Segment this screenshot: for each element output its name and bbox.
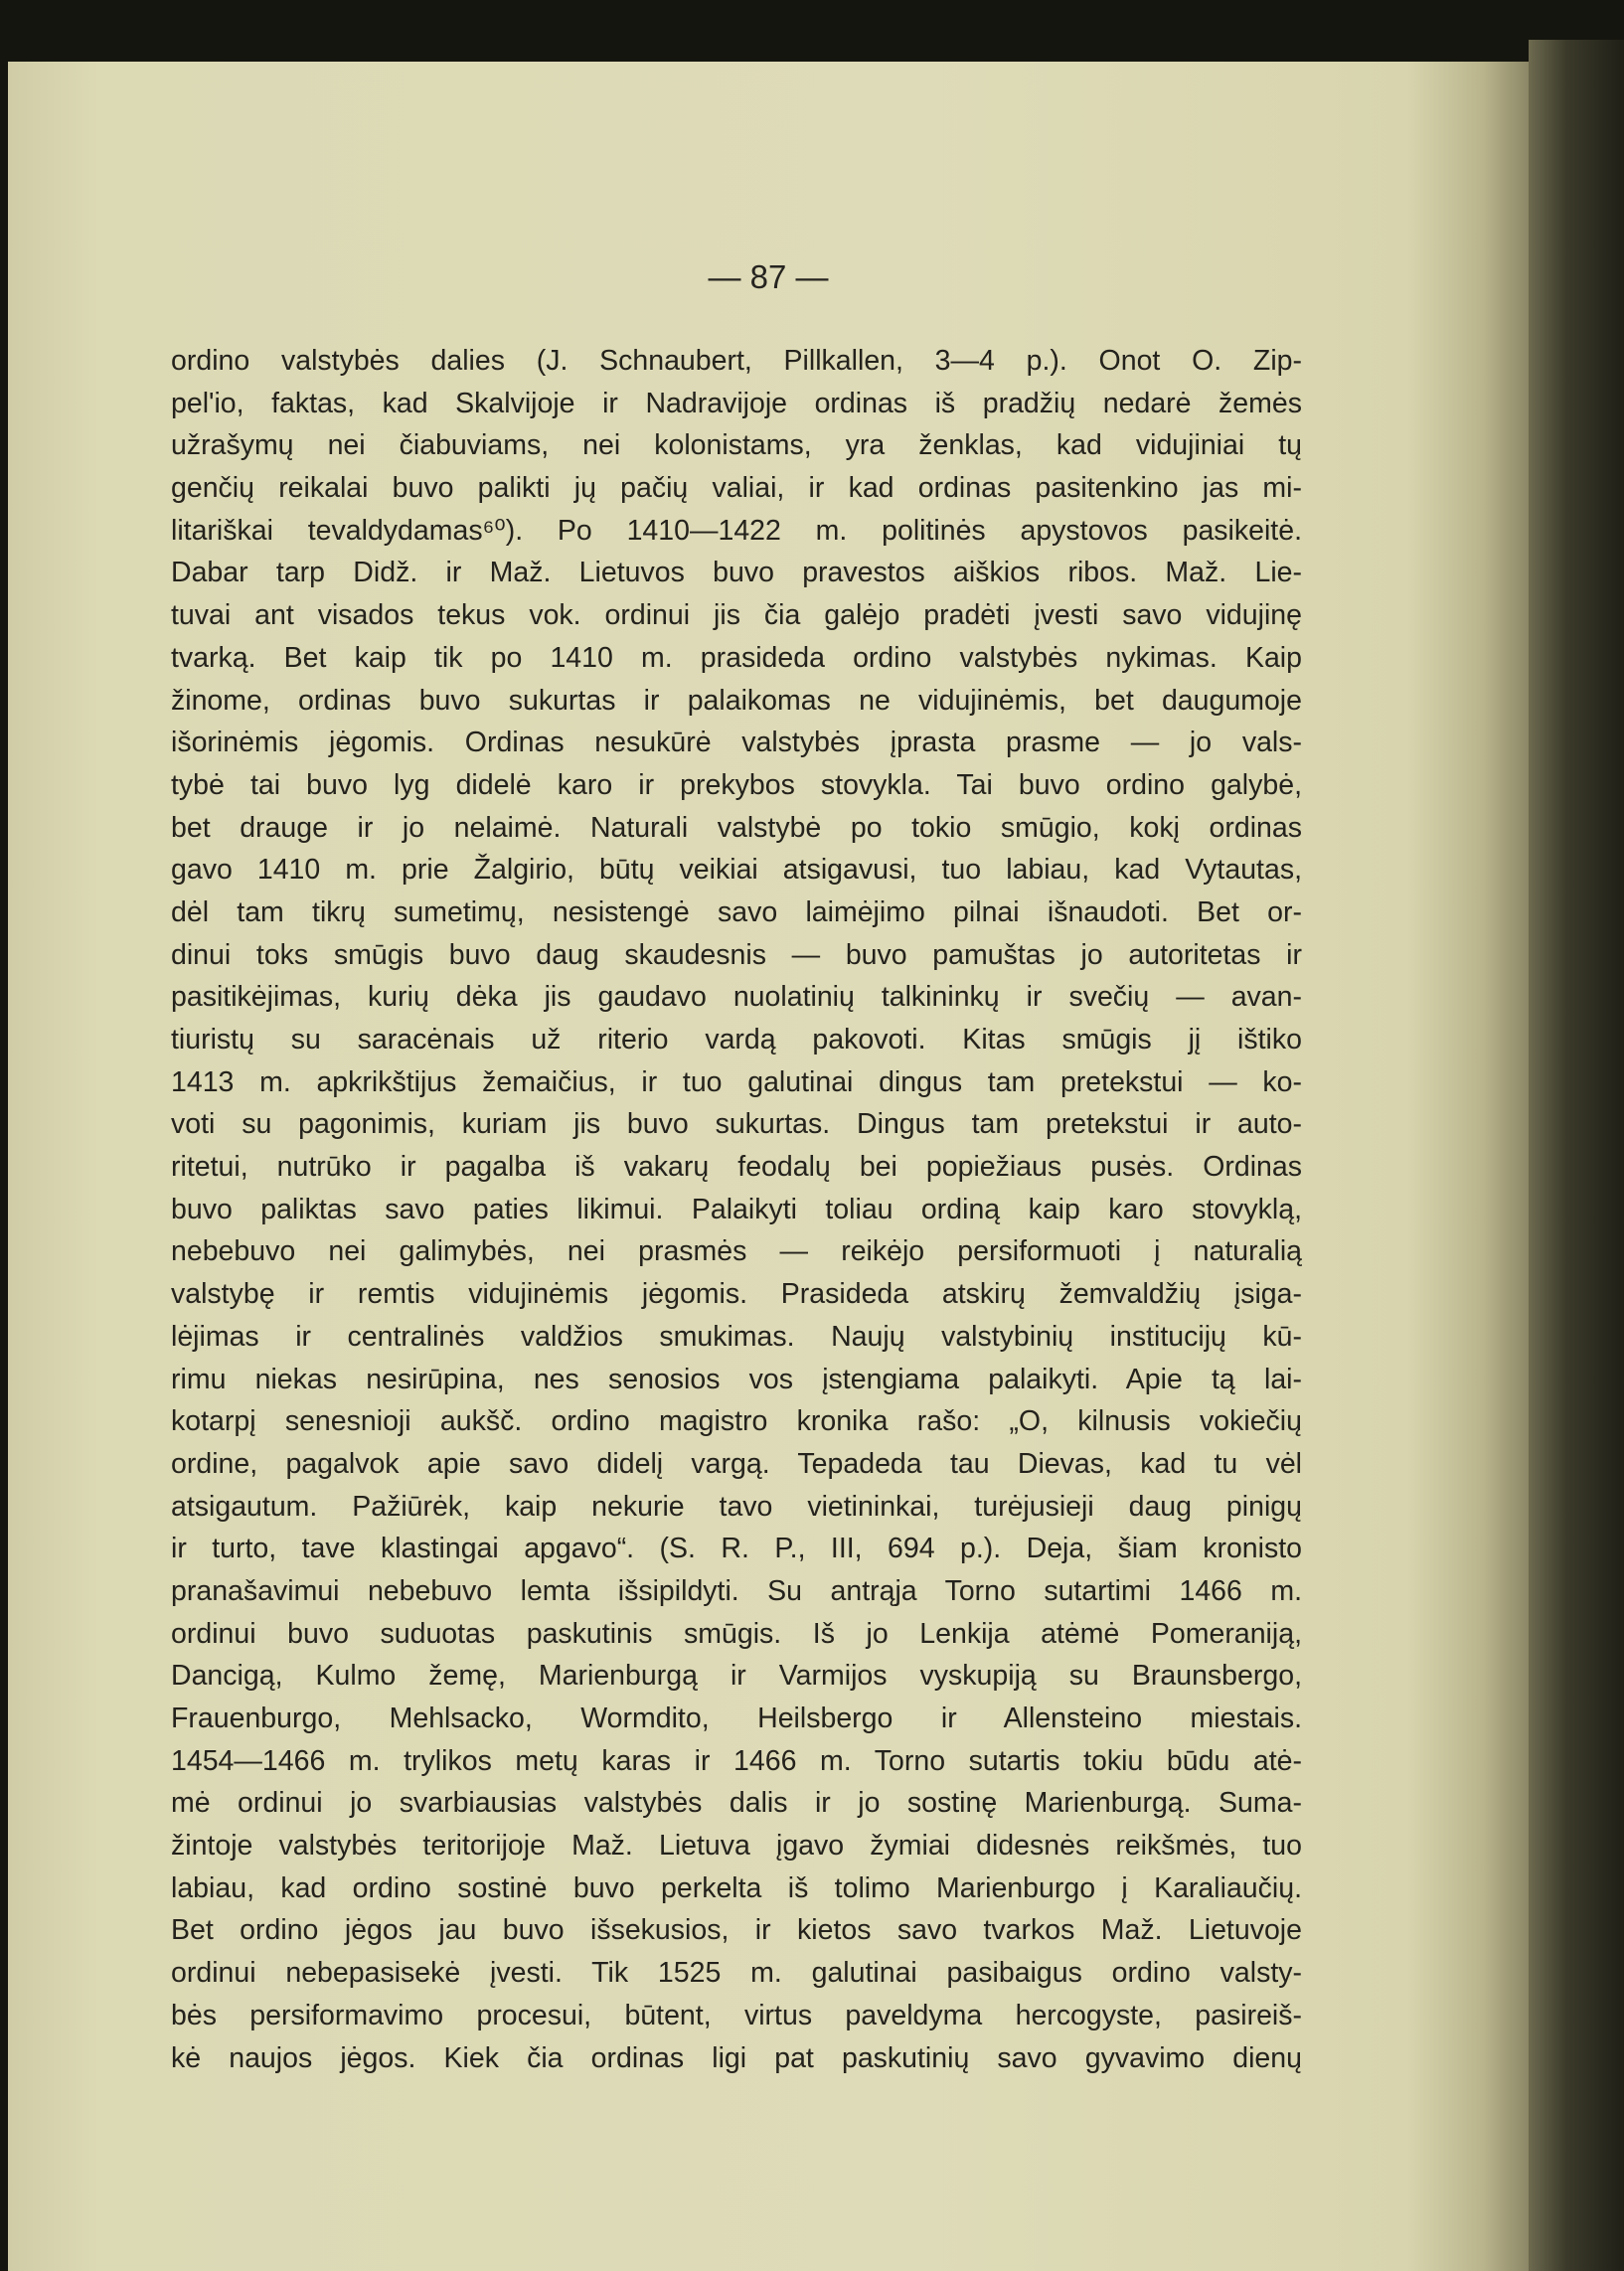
- text-line: ordinui buvo suduotas paskutinis smūgis. Iš jo Lenkija atėmė Pomeraniją,: [171, 1617, 1302, 1650]
- text-line: ordinui nebepasisekė įvesti. Tik 1525 m. galutinai pasibaigus ordino valsty-: [171, 1957, 1302, 1990]
- book-edge: [1529, 40, 1624, 2271]
- text-line: dėl tam tikrų sumetimų, nesistengė savo laimėjimo pilnai išnaudoti. Bet or-: [171, 895, 1302, 928]
- text-line: pasitikėjimas, kurių dėka jis gaudavo nuolatinių talkininkų ir svečių — avan-: [171, 981, 1302, 1014]
- text-line: 1454—1466 m. trylikos metų karas ir 1466 m. Torno sutartis tokiu būdu atė-: [171, 1744, 1302, 1777]
- text-line: pranašavimui nebebuvo lemta išsipildyti. Su antrąja Torno sutartimi 1466 m.: [171, 1574, 1302, 1607]
- text-line: Dabar tarp Didž. ir Maž. Lietuvos buvo pravestos aiškios ribos. Maž. Lie-: [171, 557, 1302, 589]
- text-line: tybė tai buvo lyg didelė karo ir prekybos stovykla. Tai buvo ordino galybė,: [171, 768, 1302, 801]
- text-line: Dancigą, Kulmo žemę, Marienburgą ir Varmijos vyskupiją su Braunsbergo,: [171, 1660, 1302, 1693]
- text-line: kotarpį senesnioji aukšč. ordino magistro kronika rašo: „O, kilnusis vokiečių: [171, 1405, 1302, 1438]
- book-page: [8, 62, 1529, 2271]
- text-line: bės persiformavimo procesui, būtent, virtus paveldyma hercogyste, pasireiš-: [171, 1999, 1302, 2031]
- text-line: bet drauge ir jo nelaimė. Naturali valstybė po tokio smūgio, kokį ordinas: [171, 811, 1302, 844]
- body-text: [171, 340, 1302, 2079]
- text-line: litariškai tevaldydamas⁶⁰). Po 1410—1422 m. politinės apystovos pasikeitė.: [171, 514, 1302, 547]
- text-line: pel'io, faktas, kad Skalvijoje ir Nadravijoje ordinas iš pradžių nedarė žemės: [171, 387, 1302, 419]
- text-line: ritetui, nutrūko ir pagalba iš vakarų feodalų bei popiežiaus pusės. Ordinas: [171, 1151, 1302, 1184]
- text-line: Frauenburgo, Mehlsacko, Wormdito, Heilsbergo ir Allensteino miestais.: [171, 1703, 1302, 1734]
- text-line: genčių reikalai buvo palikti jų pačių valiai, ir kad ordinas pasitenkino jas mi-: [171, 472, 1302, 505]
- text-line: ir turto, tave klastingai apgavo“. (S. R. P., III, 694 p.). Deja, šiam kronisto: [171, 1533, 1302, 1565]
- text-line: tvarką. Bet kaip tik po 1410 m. prasideda ordino valstybės nykimas. Kaip: [171, 641, 1302, 674]
- page-number: — 87 —: [708, 258, 829, 295]
- text-line: lėjimas ir centralinės valdžios smukimas. Naujų valstybinių institucijų kū-: [171, 1320, 1302, 1353]
- text-line: tuvai ant visados tekus vok. ordinui jis čia galėjo pradėti įvesti savo vidujinę: [171, 599, 1302, 632]
- text-line: tiuristų su saracėnais už riterio vardą pakovoti. Kitas smūgis jį ištiko: [171, 1024, 1302, 1055]
- text-line: išorinėmis jėgomis. Ordinas nesukūrė valstybės įprasta prasme — jo vals-: [171, 727, 1302, 759]
- text-line: voti su pagonimis, kuriam jis buvo sukurtas. Dingus tam pretekstui ir auto-: [171, 1108, 1302, 1141]
- text-line: dinui toks smūgis buvo daug skaudesnis — buvo pamuštas jo autoritetas ir: [171, 938, 1302, 971]
- text-line: valstybę ir remtis vidujinėmis jėgomis. Prasideda atskirų žemvaldžių įsiga-: [171, 1278, 1302, 1311]
- text-line: kė naujos jėgos. Kiek čia ordinas ligi pat paskutinių savo gyvavimo dienų: [171, 2041, 1302, 2074]
- text-line: atsigautum. Pažiūrėk, kaip nekurie tavo vietininkai, turėjusieji daug pinigų: [171, 1490, 1302, 1523]
- text-line: mė ordinui jo svarbiausias valstybės dalis ir jo sostinę Marienburgą. Suma-: [171, 1787, 1302, 1820]
- text-line: buvo paliktas savo paties likimui. Palaikyti toliau ordiną kaip karo stovyklą,: [171, 1193, 1302, 1225]
- text-line: ordino valstybės dalies (J. Schnaubert, Pillkallen, 3—4 p.). Onot O. Zip-: [171, 345, 1302, 377]
- text-line: gavo 1410 m. prie Žalgirio, būtų veikiai atsigavusi, tuo labiau, kad Vytautas,: [171, 854, 1302, 887]
- text-line: žinome, ordinas buvo sukurtas ir palaikomas ne vidujinėmis, bet daugumoje: [171, 684, 1302, 717]
- text-line: žintoje valstybės teritorijoje Maž. Lietuva įgavo žymiai didesnės reikšmės, tuo: [171, 1830, 1302, 1863]
- text-line: 1413 m. apkrikštijus žemaičius, ir tuo galutinai dingus tam pretekstui — ko-: [171, 1065, 1302, 1098]
- text-line: ordine, pagalvok apie savo didelį vargą. Tepadeda tau Dievas, kad tu vėl: [171, 1447, 1302, 1480]
- text-line: Bet ordino jėgos jau buvo išsekusios, ir kietos savo tvarkos Maž. Lietuvoje: [171, 1914, 1302, 1947]
- text-line: užrašymų nei čiabuviams, nei kolonistams, yra ženklas, kad vidujiniai tų: [171, 429, 1302, 462]
- text-line: labiau, kad ordino sostinė buvo perkelta iš tolimo Marienburgo į Karaliaučių.: [171, 1871, 1302, 1904]
- text-line: nebebuvo nei galimybės, nei prasmės — reikėjo persiformuoti į naturalią: [171, 1235, 1302, 1268]
- text-line: rimu niekas nesirūpina, nes senosios vos įstengiama palaikyti. Apie tą lai-: [171, 1363, 1302, 1395]
